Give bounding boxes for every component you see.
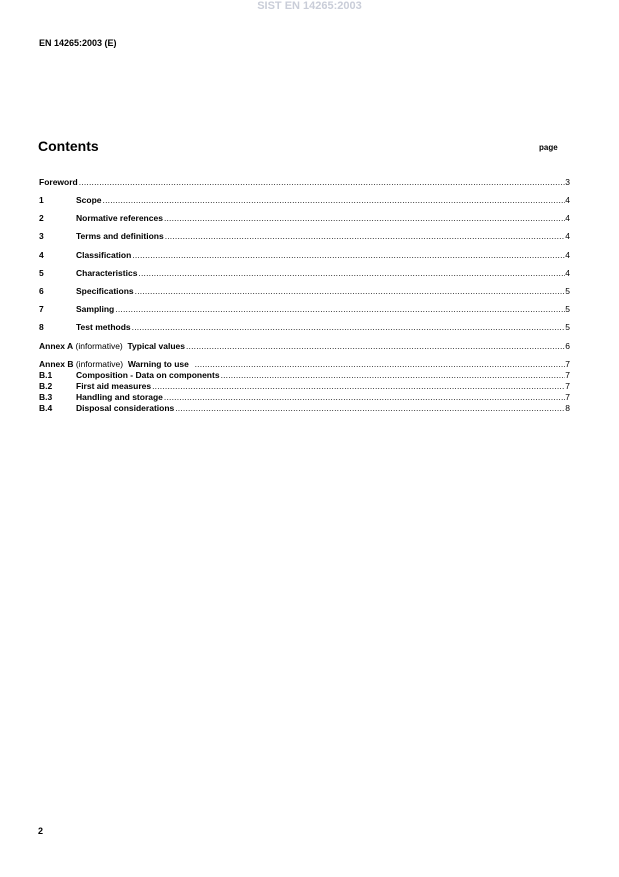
toc-entry-number: 4	[39, 250, 44, 260]
toc-entry-title: Scope	[76, 195, 102, 205]
toc-entry-page: 5	[565, 286, 570, 296]
toc-entry-title: Characteristics	[76, 268, 138, 278]
toc-entry-page: 8	[565, 403, 570, 413]
toc-entry-page: 7	[565, 359, 570, 369]
annex-label: Annex B	[39, 359, 74, 369]
toc-entry-number: 1	[39, 195, 44, 205]
toc-entry-title: Disposal considerations	[76, 403, 175, 413]
toc-entry-page: 6	[565, 341, 570, 351]
toc-entry-title: Test methods	[76, 322, 131, 332]
dot-leader	[132, 250, 565, 261]
dot-leader	[135, 286, 566, 297]
toc-entry-title: Terms and definitions	[76, 231, 164, 241]
dot-leader	[138, 268, 565, 279]
toc-entry-terms-and-definitions[interactable]	[39, 231, 570, 242]
toc-entry-page: 7	[565, 381, 570, 391]
toc-entry-scope[interactable]	[39, 195, 570, 206]
toc-entry-title: Specifications	[76, 286, 134, 296]
watermark: SIST EN 14265:2003	[257, 0, 362, 12]
toc-entry-characteristics[interactable]	[39, 268, 570, 279]
page-number: 2	[38, 826, 44, 836]
dot-leader	[164, 213, 565, 224]
toc-entry-number: B.1	[39, 370, 53, 380]
toc-entry-classification[interactable]	[39, 250, 570, 261]
toc-entry-title	[39, 341, 185, 352]
toc-entry-page: 3	[565, 177, 570, 187]
toc-entry-number: B.4	[39, 403, 53, 413]
toc-entry-number: 8	[39, 322, 44, 332]
dot-leader	[195, 359, 566, 370]
toc-entry-page: 7	[565, 370, 570, 380]
toc-entry-number: 6	[39, 286, 44, 296]
toc-entry-page: 4	[565, 213, 570, 223]
toc-entry-page: 4	[565, 250, 570, 260]
toc-entry-number: 3	[39, 231, 44, 241]
toc-entry-title: First aid measures	[76, 381, 152, 391]
toc-entry-title: Classification	[76, 250, 132, 260]
toc-entry-foreword[interactable]	[39, 177, 570, 188]
toc-entry-page: 4	[565, 231, 570, 241]
dot-leader	[132, 322, 566, 333]
toc-entry-annex-b[interactable]	[39, 359, 570, 370]
toc-entry-test-methods[interactable]	[39, 322, 570, 333]
dot-leader	[79, 177, 566, 188]
toc-entry-sampling[interactable]	[39, 304, 570, 315]
dot-leader	[165, 231, 566, 242]
dot-leader	[164, 392, 565, 403]
toc-entry-title: Sampling	[76, 304, 115, 314]
toc-entry-title	[39, 359, 194, 370]
toc-entry-page: 4	[565, 195, 570, 205]
contents-heading: Contents	[38, 138, 99, 154]
toc-entry-page: 4	[565, 268, 570, 278]
toc-entry-page: 5	[565, 322, 570, 332]
annex-note: (informative)	[73, 341, 128, 351]
dot-leader	[103, 195, 566, 206]
toc-entry-title: Handling and storage	[76, 392, 163, 402]
annex-note: (informative)	[73, 359, 128, 369]
toc-entry-b3[interactable]	[39, 392, 570, 403]
toc-entry-specifications[interactable]	[39, 286, 570, 297]
toc-entry-number: 5	[39, 268, 44, 278]
dot-leader	[152, 381, 565, 392]
standard-header: EN 14265:2003 (E)	[39, 38, 117, 48]
toc-entry-number: B.3	[39, 392, 53, 402]
toc-entry-page: 7	[565, 392, 570, 402]
toc-entry-page: 5	[565, 304, 570, 314]
toc-entry-b2[interactable]	[39, 381, 570, 392]
toc-entry-number: 7	[39, 304, 44, 314]
annex-title: Typical values	[127, 341, 185, 351]
dot-leader	[221, 370, 566, 381]
dot-leader	[186, 341, 565, 352]
toc-entry-number: 2	[39, 213, 44, 223]
toc-entry-normative-references[interactable]	[39, 213, 570, 224]
dot-leader	[175, 403, 565, 414]
annex-label: Annex A	[39, 341, 74, 351]
toc-entry-b4[interactable]	[39, 403, 570, 414]
toc-entry-title: Foreword	[39, 177, 78, 187]
dot-leader	[115, 304, 565, 315]
toc-entry-number: B.2	[39, 381, 53, 391]
toc-entry-title: Normative references	[76, 213, 163, 223]
page-column-label: page	[539, 143, 558, 152]
toc-entry-title: Composition - Data on components	[76, 370, 220, 380]
annex-title: Warning to use	[127, 359, 194, 369]
toc-entry-b1[interactable]	[39, 370, 570, 381]
toc-entry-annex-a[interactable]	[39, 341, 570, 352]
